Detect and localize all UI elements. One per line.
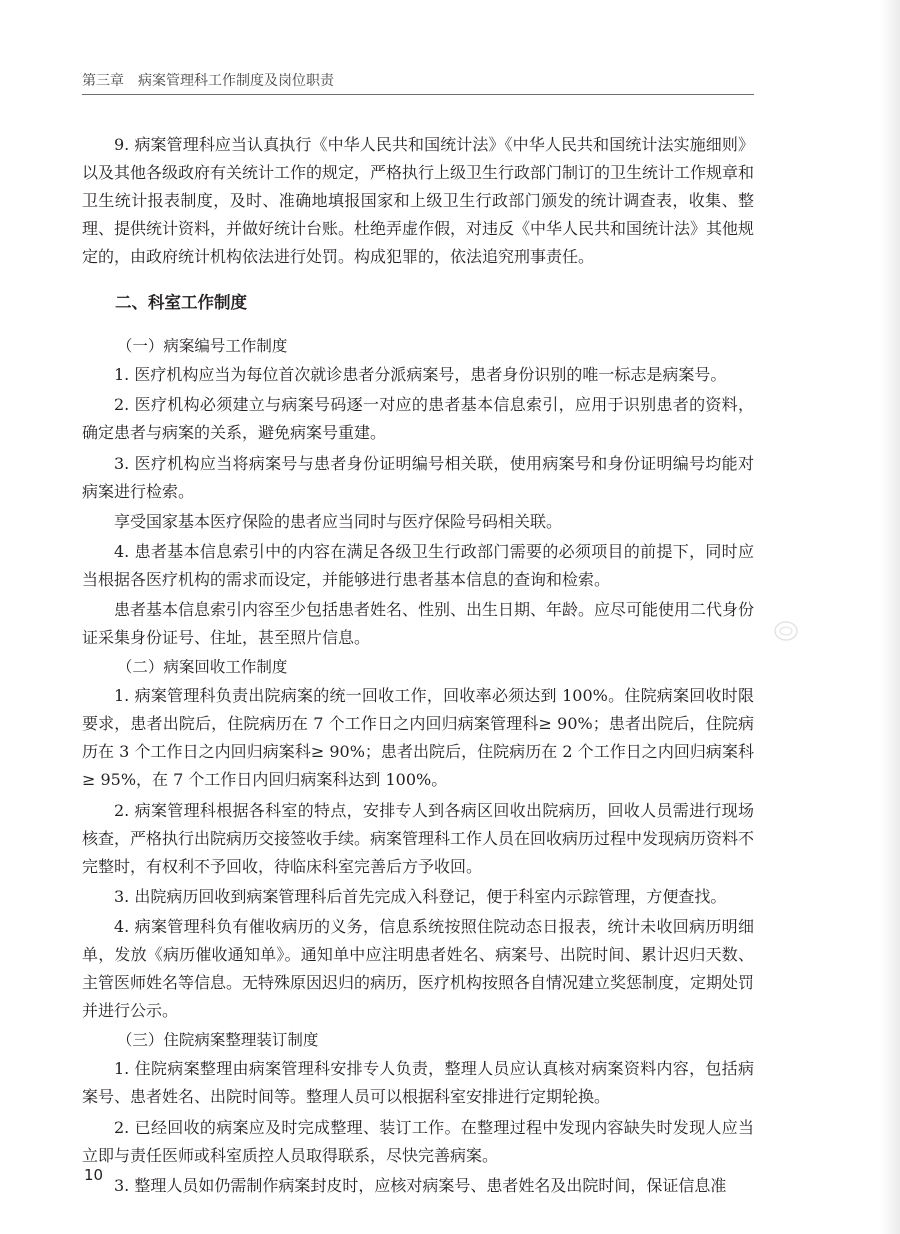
paragraph: 4. 病案管理科负有催收病历的义务，信息系统按照住院动态日报表，统计未收回病历明细单，发放《病历催收通知单》。通知单中应注明患者姓名、病案号、出院时间、累计迟归天数、主管医师姓名等信息。无特殊原因迟归的病历，医疗机构按照各自情况建立奖惩制度，定期处罚并进行公示。 bbox=[82, 917, 755, 1021]
paragraph: 3. 出院病历回收到病案管理科后首先完成入科登记，便于科室内示踪管理，方便查找。 bbox=[114, 887, 727, 907]
section-heading: 二、科室工作制度 bbox=[115, 293, 247, 312]
paragraph: 享受国家基本医疗保险的患者应当同时与医疗保险号码相关联。 bbox=[114, 511, 563, 531]
chapter-title: 病案管理科工作制度及岗位职责 bbox=[138, 73, 334, 89]
page-edge-shadow bbox=[880, 0, 900, 1234]
stamp-icon bbox=[773, 620, 799, 642]
paragraph: 1. 医疗机构应当为每位首次就诊患者分派病案号，患者身份识别的唯一标志是病案号。 bbox=[114, 365, 727, 384]
subsection-heading-numbering: （一）病案编号工作制度 bbox=[116, 337, 288, 355]
paragraph: 3. 医疗机构应当将病案号与患者身份证明编号相关联，使用病案号和身份证明编号均能对病案进行检索。 bbox=[82, 453, 754, 501]
paragraph: 2. 已经回收的病案应及时完成整理、装订工作。在整理过程中发现内容缺失时发现人应当立即与责任医师或科室质控人员取得联系，尽快完善病案。 bbox=[82, 1117, 754, 1165]
page-body bbox=[82, 131, 754, 1200]
subsection-heading-collection: （二）病案回收工作制度 bbox=[116, 658, 288, 677]
paragraph: 2. 病案管理科根据各科室的特点，安排专人到各病区回收出院病历，回收人员需进行现场核查，严格执行出院病历交接签收手续。病案管理科工作人员在回收病历过程中发现病历资料不完整时，有权利不予回收，待临床科室完善后方予收回。 bbox=[82, 800, 755, 876]
paragraph: 3. 整理人员如仍需制作病案封皮时，应核对病案号、患者姓名及出院时间，保证信息准 bbox=[114, 1175, 727, 1195]
subsection-heading-binding: （三）住院病案整理装订制度 bbox=[116, 1031, 319, 1050]
paragraph: 1. 住院病案整理由病案管理科安排专人负责，整理人员应认真核对病案资料内容，包括病案号、患者姓名、出院时间等。整理人员可以根据科室安排进行定期轮换。 bbox=[82, 1059, 754, 1107]
paragraph-statistics-law: 9. 病案管理科应当认真执行《中华人民共和国统计法》《中华人民共和国统计法实施细则》以及其他各级政府有关统计工作的规定，严格执行上级卫生行政部门制订的卫生统计工作规章和卫生统计报表制度，及时、准确地填报国家和上级卫生行政部门颁发的统计调查表，收集、整理、提供统计资料，并做好统计台账。杜绝弄虚作假，对违反《中华人民共和国统计法》其他规定的，由政府统计机构依法进行处罚。构成犯罪的，依法追究刑事责任。 bbox=[82, 135, 755, 266]
running-header bbox=[82, 72, 754, 95]
paragraph: 患者基本信息索引内容至少包括患者姓名、性别、出生日期、年龄。应尽可能使用二代身份证采集身份证号、住址，甚至照片信息。 bbox=[82, 600, 755, 648]
paragraph: 2. 医疗机构必须建立与病案号码逐一对应的患者基本信息索引，应用于识别患者的资料，确定患者与病案的关系，避免病案号重建。 bbox=[82, 395, 754, 443]
paragraph: 1. 病案管理科负责出院病案的统一回收工作，回收率必须达到 100%。住院病案回收时限要求，患者出院后，住院病历在 7 个工作日之内回归病案管理科≥ 90%；患者出院后，住院病历在 3 个工作日之内回归病案科≥ 90%；患者出院后，住院病历在 2 个工作日之内回归病案科≥ 95%，在 7 个工作日内回归病案科达到 100%。 bbox=[82, 686, 754, 790]
chapter-label: 第三章 bbox=[82, 73, 124, 89]
page-number: 10 bbox=[84, 1166, 104, 1184]
paragraph: 4. 患者基本信息索引中的内容在满足各级卫生行政部门需要的必须项目的前提下，同时应当根据各医疗机构的需求而设定，并能够进行患者基本信息的查询和检索。 bbox=[82, 542, 754, 590]
